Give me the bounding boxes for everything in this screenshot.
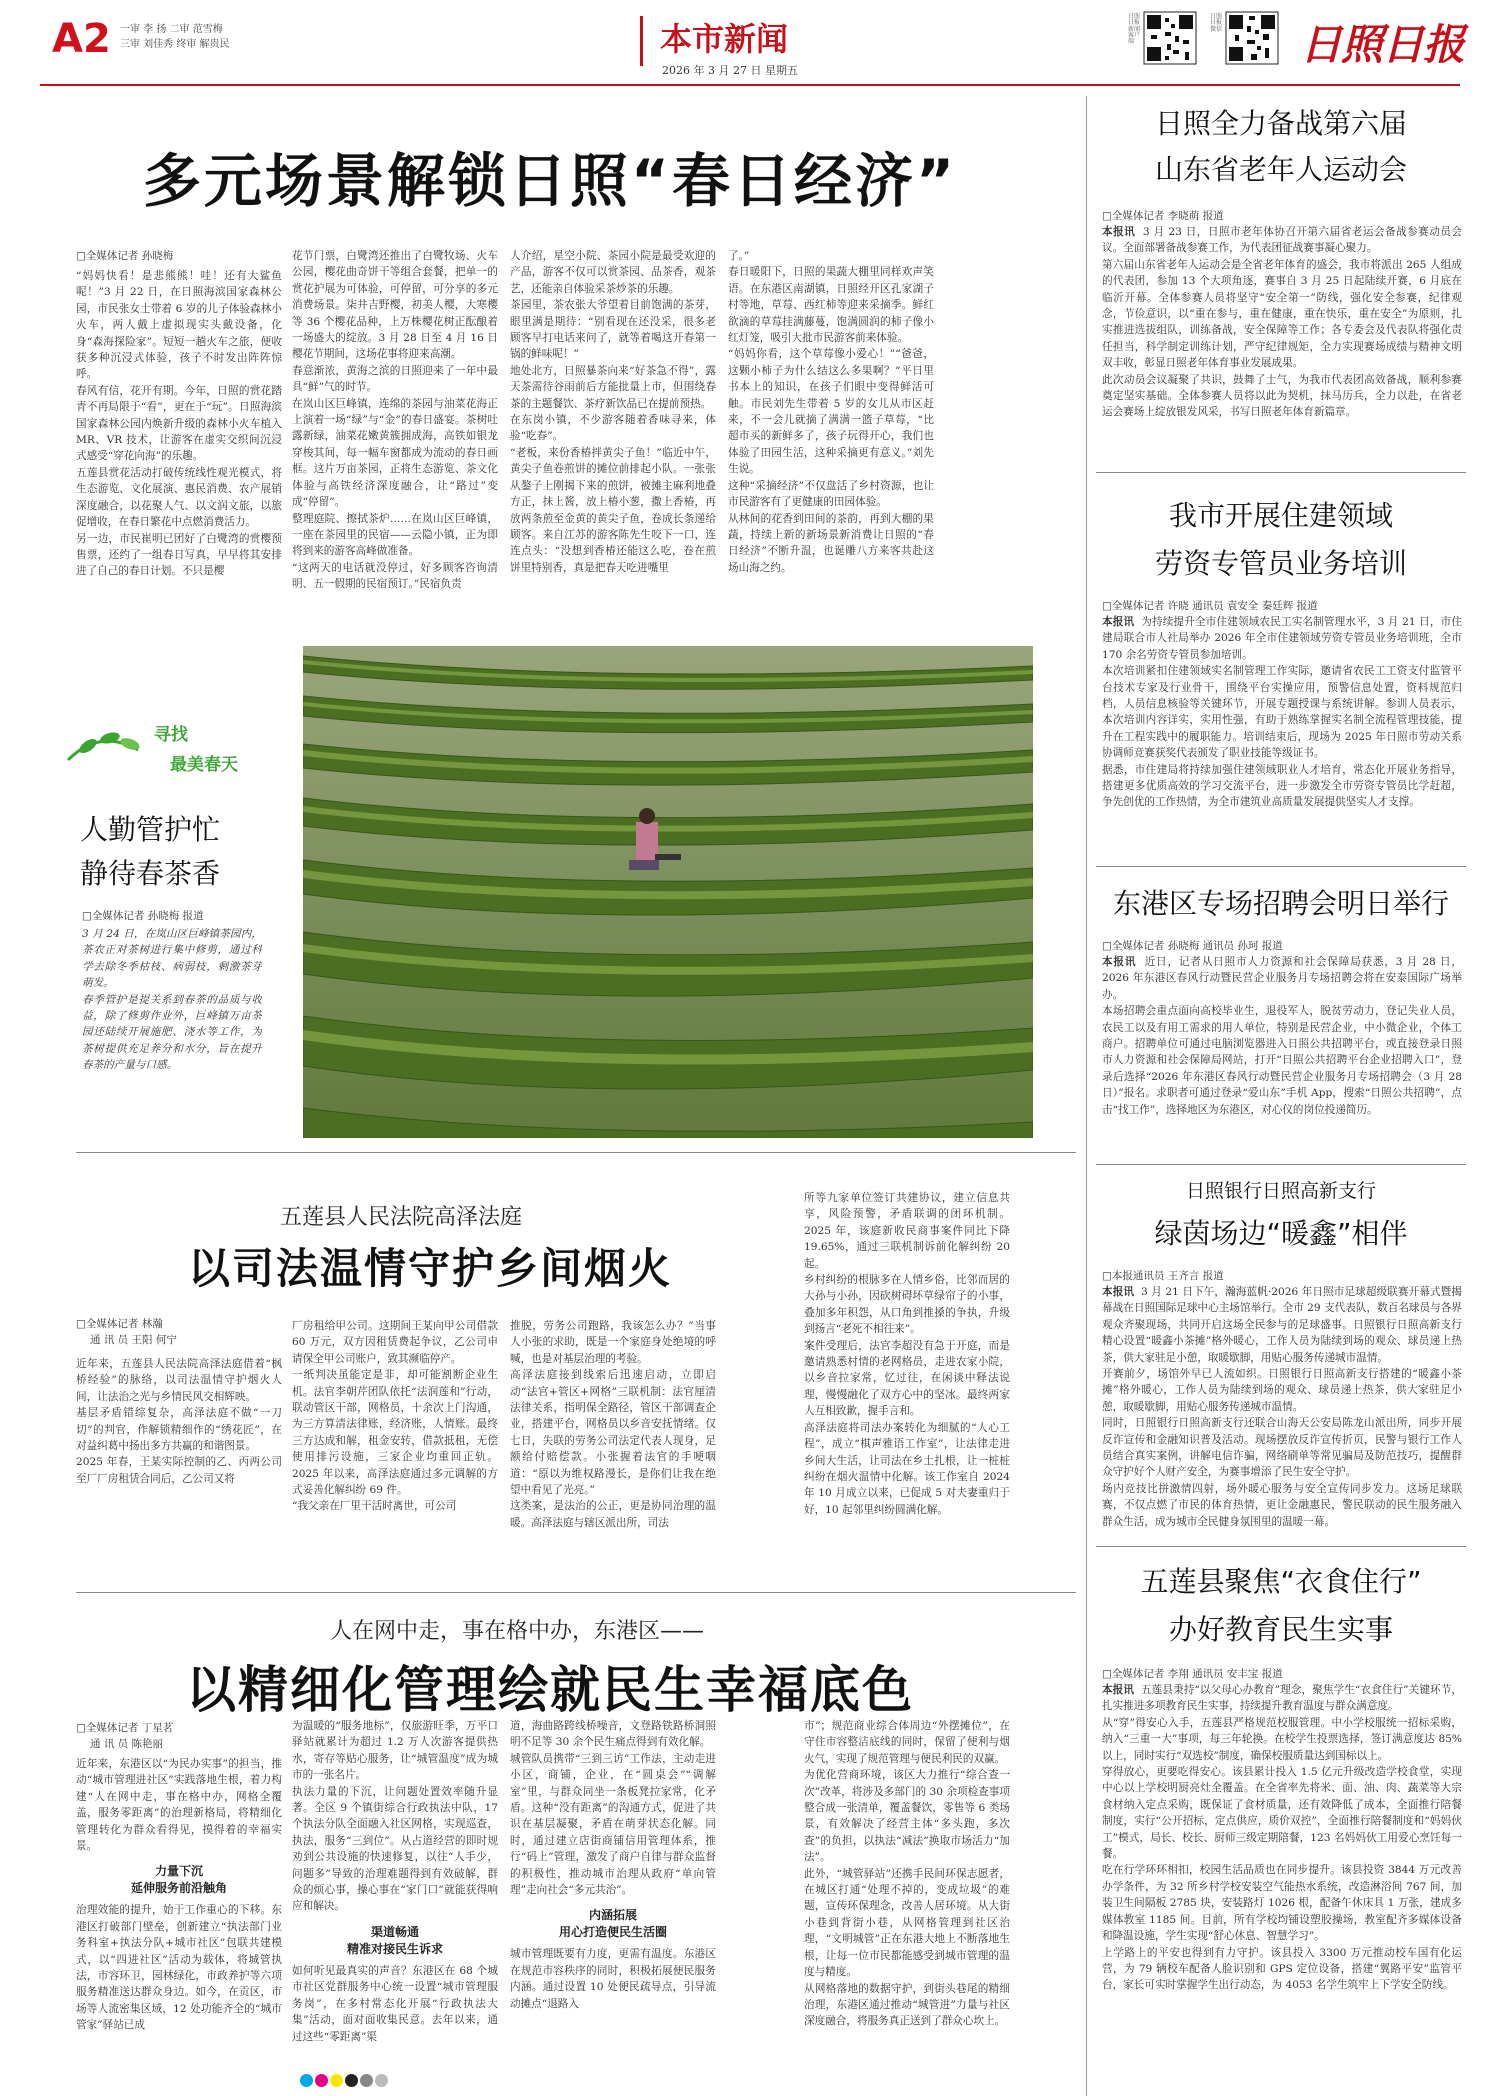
grid-byline-1: □全媒体记者 丁星茗 [76,1722,174,1734]
photo-title-1: 人勤管护忙 [79,813,220,846]
court-byline-1: □全媒体记者 林瀚 [76,1318,163,1330]
sidebar-rule [1086,96,1087,2096]
side4-text [1102,1284,1462,1534]
editors-line1: 一审 李 扬 二审 范雪梅 [120,24,223,35]
side2-title-2: 劳资专管员业务培训 [1154,547,1407,580]
court-kicker: 五莲县人民法院高泽法庭 [280,1205,523,1230]
grid-subhead-3b: 用心打造便民生活圈 [558,1925,667,1940]
page-num: 2 [82,16,111,62]
tea-garden-photo [303,646,1033,1138]
print-color-marks [300,2072,390,2091]
side3-lead: 本报讯 [1102,956,1137,968]
side1-body: 3 月 23 日，日照市老年体协召开第六届省老运会备战参赛动员会议。全面部署备战参赛工作，为代表团征战赛事凝心聚力。 第六届山东省老年人运动会是全省老年体育的盛会，我市将派出 265 人组成的代表团，参加 13 个大项角逐，赛事自 3 月 25 日起陆续开赛，6 月底在临沂开幕。全体参赛人员将坚守“安全第一”防线，强化安全参赛，纪律观念，节俭意识，以“重在参与，重在健康，重在快乐，重在安全”为原则，扎实推进选拔组队，训练备战，安全保障等工作；各专委会及代表队将强化责任担当，科学制定训练计划，严守纪律规矩，全力实现赛场成绩与精神文明双丰收，彰显日照老年体育事业发展成果。 此次动员会议凝聚了共识，鼓舞了士气，为我市代表团高效备战，顺利参赛奠定坚实基础。全体参赛人员将以此为契机，抹马历兵，全力以赴，在省老运会赛场上绽放银发风采，书写日照老年体育新篇章。 [1102,226,1462,419]
qr-code-wechat [1210,10,1280,74]
court-col-2: 厂房租给甲公司。这期间王某向甲公司借款 60 万元，双方因租赁费起争议，乙公司申请保全甲公司账户，致其濒临停产。 一纸判决虽能定是非，却可能割断企业生机。法官李朝芹团队依托“法润莲和”行动，联动管区干部，网格员，十余次上门沟通，为三方算清法律账，经济账，人情账。最终三方达成和解，租金安转，借款抵租，无偿使用排污设施，三家企业均重回正轨。2025 年以来，高泽法庭通过多元调解的方式妥善化解纠纷 69 件。 “我父亲在厂里干活时离世，可公司 [292,1320,498,1513]
grid-col-1b: 治理效能的提升，始于工作重心的下移。东港区打破部门壁垒，创新建立“执法部门业务科室+执法分队+城市社区”包联共建模式，以“四进社区”活动为载体，将城管执法，市容环卫，园林绿化，市政养护等六项服务精准送达群众身边。如今，在贡区，市场等人流密集区域，12 处功能齐全的“城市管家”驿站已成 [76,1904,282,2032]
lead-col-4: 了。” 春日暖阳下，日照的果蔬大棚里同样欢声笑语。在东港区南湖镇，日照经开区孔家湖子村等地，草莓、西红柿等迎来采摘季。鲜红欲滴的草莓挂满藤蔓，饱满圆润的柿子像小红灯笼，吸引大批市民游客前来体验。 “妈妈你看，这个草莓像小爱心！”“爸爸，这颗小柿子为什么结这么多果啊？”平日里书本上的知识，在孩子们眼中变得鲜活可触。市民刘先生带着 5 岁的女儿从市区赶来，不一会儿就摘了满满一篮子草莓，“比超市买的新鲜多了，孩子玩得开心，我们也体验了田园生活，这种采摘更有意义。”刘先生说。 这种“采摘经济”不仅盘活了乡村资源，也让市民游客有了更健康的田园体验。 从林间的花香到田间的茶韵，再到大棚的果蔬，持续上新的新场景新消费让日照的“春日经济”不断升温，也诞雕八方来客共赴这场山海之约。 [728,250,934,574]
issue-date: 2026 年 3 月 27 日 星期五 [662,64,798,77]
header-rule [40,84,1460,86]
side1-title-2: 山东省老年人运动会 [1154,153,1407,186]
section-title: 本市新闻 [660,20,789,58]
grid-col-4: 市”；规范商业综合体周边“外摆摊位”，在守住市容整洁底线的同时，保留了便利与烟火气，实现了规范管理与便民利民的双赢。 为优化营商环境，该区大力推行“综合查一次”改革，将涉及多部门的 30 余项检查事项整合成一张清单，覆盖餐饮，零售等 6 类场景，有效解决了经营主体“多头跑，多次查”的负担，以执法“减法”换取市场活力“加法”。 此外，“城管驿站”还携手民间环保志愿者，在城区打通“处理不掉的，变成垃圾”的难题，宣传环保理念，改善人居环境。从大街小巷到背街小巷，从网格管理到社区治理，“文明城管”正在东港大地上不断落地生根，让每一位市民都能感受到城市管理的温度与精度。 从网格落地的数据守护，到街头巷尾的精细治理，东港区通过推动“城管进”力量与社区深度融合，将服务真正送到了群众心坎上。 [804,1720,1010,2028]
lead-headline: 多元场景解锁日照“春日经济” [142,147,958,215]
photo-tag [60,720,240,780]
side4-byline: □本报通讯员 王齐言 报道 [1102,1270,1224,1282]
side5-title-1: 五莲县聚焦“衣食住行” [1140,1565,1422,1598]
grid-col-3a: 道，海曲路跨线桥噪音，文登路铁路桥洞照明不足等 30 余个民生痛点得到有效化解。 城管队员携带“三到三访”工作法，主动走进小区，商铺，企业，在“圆桌会”“调解室”里，与群众同坐一条板凳拉家常，化矛盾。这种“没有距离”的沟通方式，促进了共识在基层凝聚，矛盾在萌芽状态化解。同时，通过建立店街商铺信用管理体系，推行“码上”管理，激发了商户自律与群众监督的积极性，推动城市治理从政府“单向管理”走向社会“多元共治”。 [510,1720,716,1897]
photo-title-2: 静待春茶香 [79,857,220,890]
grid-col-2b: 如何听见最真实的声音？东港区在 68 个城市社区党群服务中心统一设置“城市管理服务岗”，在多村常态化开展“行政执法大集”活动，面对面收集民意。去年以来，通过这些“零距离”渠 [292,1964,498,2043]
side5-title-2: 办好教育民生实事 [1168,1613,1393,1646]
lead-col-2: 花节门票，白鹭湾还推出了白鹭牧场、火车公园，樱花曲奇饼干等组合套餐，把单一的赏花护展为可体验，可停留，可分享的多元消费场景。柒井吉野樱，初美人樱，大寒樱等 36 个樱花品种，上万株樱花树正酝酿着一场盛大的绽放。3 月 28 日至 4 月 16 日樱花节期间，这场花事将迎来高潮。 春意渐浓，黄海之滨的日照迎来了一年中最具“鲜”气的时节。 在岚山区巨峰镇，连绵的茶园与油菜花海正上演着一场“绿”与“金”的春日盛宴。茶树吐露新绿，油菜花嫩黄簇拥成海，高铁如银龙穿梭其间，每一幅车窗都成为流动的春日画框。这片万亩茶园，正将生态游览、茶文化体验与高铁经济深度融合，让“路过”变成“停留”。 整理庭院、擦拭茶炉……在岚山区巨峰镇，一座在茶园里的民宿——云隐小镇，正为即将到来的游客高峰做准备。 “这两天的电话就没停过，好多顾客咨询清明、五一假期的民宿预订。”民宿负责 [292,250,498,591]
side4-lead: 本报讯 [1102,1286,1135,1298]
side2-title-1: 我市开展住建领域 [1168,499,1393,532]
qr1-label: 日照日报新闻客户端 [1128,13,1141,46]
page-number [52,16,111,62]
side1-title-1: 日照全力备战第六届 [1154,107,1407,140]
grid-byline-2: 通 讯 员 陈艳丽 [90,1738,164,1750]
side3-title: 东港区专场招聘会明日举行 [1112,887,1449,920]
grid-headline: 以精细化管理绘就民生幸福底色 [186,1661,914,1719]
side1-lead: 本报讯 [1102,226,1136,238]
qr-code-app [1128,10,1198,74]
grid-subhead-1a: 力量下沉 [154,1864,203,1879]
grid-top-rule [76,1592,1076,1593]
color-mark-dot [300,2074,313,2087]
grid-col-2 [292,1718,498,2066]
side5-text [1102,1682,1462,2062]
side2-lead: 本报讯 [1102,616,1135,628]
side2-body: 为持续提升全市住建领域农民工实名制管理水平，3 月 21 日，市住建局联合市人社局举办 2026 年全市住建领域劳资专管员业务培训班，全市 170 余名劳资专管员参加培训。 本次培训紧扣住建领域实名制管理工作实际，邀请省农民工工资支付监管平台技术专家及行业骨干，围绕平台实操应用，预警信息处置，资料规范归档，人员信息核验等关键环节，开展专题授课与系统讲解。参训人员表示，本次培训内容详实，实用性强，有助于熟练掌握实名制全流程管理技能，提升在工程实践中的履职能力。培训结束后，现场为 2025 年日照市劳动关系协调师竞赛获奖代表颁发了职业技能等级证书。 据悉，市住建局将持续加强住建领域职业人才培育，常态化开展业务指导，搭建更多优质高效的学习交流平台，进一步激发全市劳资专管员比学赶超，争先创优的工作热情，为全市建筑业高质量发展提供坚实人才支撑。 [1102,616,1462,809]
side4-body: 3 月 21 日下午，瀚海蓝帆·2026 年日照市足球超级联赛开幕式暨揭幕战在日照国际足球中心主场馆举行。全市 29 支代表队，数百名球员与各界观众齐聚现场，共同开启这场全民参与的足球盛事。日照银行日照高新支行精心设置“暖鑫小茶摊”格外暖心，工作人员为陆续到场的观众、球员递上热茶，供大家驻足小憩，取暖歇脚，用贴心服务传递城市温情。 开赛前夕，场馆外早已人流如织。日照银行日照高新支行搭建的“暖鑫小茶摊”格外暖心，工作人员为陆续到场的观众、球员递上热茶，供大家驻足小憩，取暖歇脚，用贴心服务传递城市温情。 同时，日照银行日照高新支行还联合山海天公安局陈龙山派出所，同步开展反诈宣传和金融知识普及活动。现场摆放反诈宣传折页，民警与银行工作人员结合真实案例，讲解电信诈骗，网络刷单等常见骗局及防范技巧，提醒群众守护好个人财产安全，为赛事增添了民生安全守护。 场内竞技比拼激情四射，场外暖心服务与安全宣传同步发力。这场足球联赛，不仅点燃了市民的体育热情，更让金融惠民，警民联动的民生服务融入群众生活，成为城市全民健身氛围里的温暖一幕。 [1102,1286,1462,1528]
grid-subhead-3a: 内涵拓展 [588,1908,637,1923]
side3-rule [1096,1164,1466,1165]
side5-byline: □全媒体记者 李翔 通讯员 安丰宝 报道 [1102,1668,1283,1680]
grid-col-1a: 近年来，东港区以“为民办实事”的担当，推动“城市管理进社区”实践落地生根，着力构建“人在网中走，事在格中办，网格全覆盖，服务零距离”的治理新格局，将精细化管理转化为群众看得见，摸得着的幸福实景。 [76,1758,282,1853]
qr2-label: 日照日报微信 [1210,13,1223,33]
side4-kicker: 日照银行日照高新支行 [1185,1180,1376,1202]
photo-tag-bottom: 最美春天 [170,755,238,775]
side3-text [1102,954,1462,1150]
side4-title: 绿茵场边“暖鑫”相伴 [1154,1217,1408,1250]
grid-subhead-2b: 精准对接民生诉求 [346,1941,443,1956]
lead-col-1: “妈妈快看！是悲熊熊！哇！还有大鲨鱼呢！”3 月 22 日，在日照海滨国家森林公园，市民张女士带着 6 岁的儿子体验森林小火车，两人戴上虚拟现实头戴设备，化身“森海探险家”。短短一趟火车之旅，便收获多种沉浸式体验，孩子不时发出阵阵惊呼。 春风有信，花开有期。今年，日照的赏花踏青不再局限于“看”，更在于“玩”。日照海滨国家森林公园内焕新升级的森林小火车植入 MR、VR 技术，让游客在虚实交织间沉浸式感受“穿花向海”的乐趣。 五莲县赏花活动打破传统线性观光模式，将生态游览、文化展演、惠民消费、农产展销深度融合，以花聚人气、以文润文旅，以旅促增收，在春日繁花中点燃消费活力。 另一边，市民崔明已团好了白鹭湾的赏樱预售票，还约了一组春日写真，早早将其安排进了自己的春日计划。不只是樱 [76,270,282,578]
color-mark-dot [315,2074,328,2087]
side1-text [1102,224,1462,458]
editors-line2: 三审 刘佳秀 终审 解贵民 [120,39,230,50]
photo-tag-top: 寻找 [154,725,188,745]
page-letter: A [52,16,83,62]
side2-byline: □全媒体记者 许晓 通讯员 袁安全 秦廷辉 报道 [1102,600,1318,612]
grid-col-3 [510,1718,716,2066]
court-byline-2: 通 讯 员 王阳 何宁 [90,1334,177,1346]
masthead-logo: 日照日报 [1300,20,1465,69]
side5-lead: 本报讯 [1102,1684,1135,1696]
side3-byline: □全媒体记者 孙晓梅 通讯员 孙珂 报道 [1102,940,1283,952]
grid-kicker: 人在网中走，事在格中办，东港区—— [330,1619,705,1644]
side1-byline: □全媒体记者 李晓萌 报道 [1102,210,1224,222]
lead-col-3: 人介绍，星空小院、茶园小院是最受欢迎的产品，游客不仅可以赏茶园、品茶香，观茶艺，还能亲自体验采茶炒茶的乐趣。 茶园里，茶农张大爷望着目前饱满的茶芽，眼里满是期待：“别看现在还没采，很多老顾客早打电话来问了，就等着喝这开春第一锅的鲜味呢！” 地处北方，日照暴茶向来“好茶急不得”，露天茶需待谷雨前后方能批量上市，但围绕春茶的主题餐饮、茶疗新饮品已在提前预热。 在东岗小镇，不少游客随着香味寻来，体验“吃春”。 “老板，来份香椿拌黄尖子鱼！”临近中午，黄尖子鱼卷煎饼的摊位前排起小队。一张张从鏊子上刚揭下来的煎饼，被摊主麻利地叠方正，抹上酱，放上椿小葱，撒上香椿，再放两条煎至金黄的黄尖子鱼，卷成长条递给顾客。来自江苏的游客陈先生咬下一口，连连点头：“没想到香椿还能这么吃，卷在煎饼里特别香，真是把春天吃进嘴里 [510,250,716,574]
grid-subhead-2a: 渠道畅通 [370,1924,419,1939]
section-bar [640,16,643,66]
side2-rule [1096,866,1466,867]
grid-col-2a: 为温暖的“服务地标”，仅旅游旺季，万平口驿站就累计为超过 1.2 万人次游客提供热水，寄存等贴心服务，让“城管温度”成为城市的一张名片。 执法力量的下沉，让问题处置效率随升显著。全区 9 个镇街综合行政执法中队，17 个执法分队全面融入社区网格，实现巡查，执法，服务“三到位”。从占道经营的即时规劝到公共设施的快速修复，以往“人手少，问题多”导致的治理难题得到有效破解，群众的烦心事，操心事在“家门口”就能获得响应和解决。 [292,1720,498,1913]
grid-col-1 [76,1756,282,2066]
side4-rule [1096,1546,1466,1547]
court-col-4: 所等九家单位签订共建协议，建立信息共享，风险预警，矛盾联调的闭环机制。2025 年，该庭新收民商事案件同比下降 19.65%，通过三联机制诉前化解纠纷 20 起。 乡村纠纷的根脉多在人情乡俗，比邻而居的大孙与小孙，因砍树碍坏草绿帘子的小事，叠加多年积怨，从口角到推搡的争执，升级到扬言“老死不相往来”。 案件受理后，法官李超没有急于开庭，而是邀请熟悉村情的老网格员，走进农家小院，以乡音拉家常，忆过往，在闲谈中释法说理，慢慢融化了双方心中的坚冰。最终两家人互相致歉，握手言和。 高泽法庭将司法办案转化为细腻的“人心工程”，成立“棋声雅语工作室”，让法律走进乡间大生活，让司法在乡土扎根，让一桩桩纠纷在烟火温情中化解。该工作室自 2024 年 10 月成立以来，已促成 5 对夫妻重归于好，10 起邻里纠纷圆满化解。 [804,1192,1010,1516]
court-col-1: 近年来，五莲县人民法院高泽法庭借着“枫桥经验”的脉络，以司法温情守护烟火人间，让法治之光与乡情民风交相辉映。 基层矛盾错综复杂，高泽法庭不做“一刀切”的判官，作解锁精细作的“绣花匠”，在对益纠葛中扬出多方共赢的和谐图景。 2025 年春，王某实际控制的乙、丙两公司至厂厂房租赁合同后，乙公司又将 [76,1358,282,1485]
color-mark-dot [345,2074,358,2087]
color-mark-dot [375,2074,388,2087]
lead-byline: □全媒体记者 孙晓梅 [76,250,174,262]
photo-caption: 3 月 24 日，在岚山区巨峰镇茶园内，茶农正对茶树进行集中修剪，通过科学去除冬季枯枝、病弱枝，剩激茶芽萌发。 春季管护是提关系到春茶的品质与收益，除了修剪作业外，巨峰镇万亩茶园还陆续开展施肥、浇水等工作，为茶树提供充足养分和水分，旨在提升春茶的产量与口感。 [82,928,262,1072]
court-headline: 以司法温情守护乡间烟火 [187,1244,672,1293]
color-mark-dot [360,2074,373,2087]
grid-col-3b: 城市管理既要有力度，更需有温度。东港区在规范市容秩序的同时，积极拓展便民服务内涵。通过设置 10 处便民疏导点，引导流动摊点“退路入 [510,1948,716,2010]
side1-rule [1096,472,1466,473]
grid-subhead-1b: 延伸服务前沿触角 [130,1881,227,1896]
photo-byline: □全媒体记者 孙晓梅 报道 [82,910,204,922]
court-col-3: 推脱，劳务公司跑路，我该怎么办？”当事人小张的求助，既是一个家庭身处绝境的呼喊，也是对基层治理的考验。 高泽法庭接到线索后迅速启动，立即启动“法官+管区+网格”三联机制：法官厘清法律关系，指明保全路径，管区干部调查企业，搭建平台，网格员以乡音安抚情绪。仅七日，失联的劳务公司法定代表人现身，足额给付赔偿款。小张握着法官的手哽咽道：“原以为维权路漫长，是你们让我在绝望中看见了光亮。” 这类案，是法治的公正，更是协同治理的温暖。高泽法庭与辖区派出所，司法 [510,1320,716,1529]
editors [120,22,230,52]
court-top-rule [76,1152,1076,1153]
side5-body: 五莲县秉持“以父母心办教育”理念，聚焦学生“衣食住行”关键环节，扎实推进多项教育民生实事，持续提升教育温度与群众满意度。 从“穿”得安心入手，五莲县严格规范校服管理。中小学校服统一招标采购，纳入“三重一大”事项，每三年轮换。在校学生投票选择，签订满意度达 85% 以上，同时实行“双选校”制度，确保校服质量达到国标以上。 穿得放心，更要吃得安心。该县累计投入 1.5 亿元升级改造学校食堂，实现中心以上学校明厨亮灶全覆盖。在全省率先将米、面、油、肉、蔬菜等大宗食材纳入定点采购，既保证了食材质量，还有效降低了成本，全面推行陪餐制度，实行“公开招标，定点供应，质价双控”，全面推行陪餐制度和“妈妈伙工”模式，局长、校长、厨师三级定期陪餐，123 名妈妈伙工用爱心烹饪每一餐。 吃在行学环环相扣，校园生活品质也在同步提升。该县投资 3844 万元改善办学条件，为 32 所乡村学校安装空气能热水系统，改造淋浴间 767 间，加装卫生间隔板 2785 块，安装路灯 1026 根，配备午休床具 1 万张，建成多媒体教室 1185 间。目前，所有学校均铺设塑胶操场，教室配齐多媒体设备和降温设施，学生实现“舒心休息、智慧学习”。 上学路上的平安也得到有力守护。该县投入 3300 万元推动校车国有化运营，为 79 辆校车配备人脸识别和 GPS 定位设备，搭建“翼路平安”监管平台，家长可实时掌握学生出行动态，为 4053 名学生筑牢上下学安全防线。 [1102,1684,1462,1992]
side2-text [1102,614,1462,852]
color-mark-dot [330,2074,343,2087]
side3-body: 近日，记者从日照市人力资源和社会保障局获悉，3 月 28 日，2026 年东港区春风行动暨民营企业服务月专场招聘会将在安泰国际广场举办。 本场招聘会重点面向高校毕业生，退役军人，脱贫劳动力，登记失业人员，农民工以及有用工需求的用人单位，特别是民营企业，中小微企业，个体工商户。招聘单位可通过电脑浏览器进入日照公共招聘平台，或直接登录日照市人力资源和社会保障局网站，打开“日照公共招聘平台企业招聘入口”，登录后选择“2026 年东港区春风行动暨民营企业服务月专场招聘会（3 月 28 日）”报名。求职者可通过登录“爱山东”手机 App，搜索“日照公共招聘”，点击“找工作”，选择地区为东港区，对心仪的岗位投递简历。 [1102,956,1462,1116]
